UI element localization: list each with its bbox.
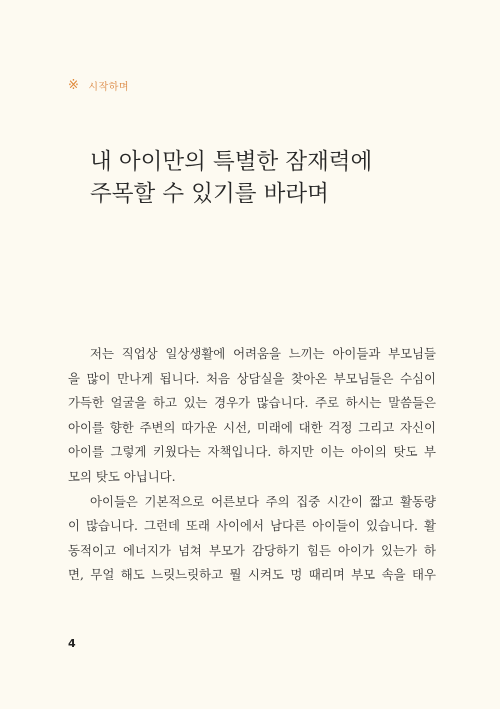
chapter-title-line-2: 주목할 수 있기를 바라며	[90, 181, 329, 207]
body-line: 아이를 그렇게 키웠다는 자책입니다. 하지만 이는 아이의 탓도 부	[68, 444, 436, 460]
body-line: 아이들은 기본적으로 어른보다 주의 집중 시간이 짧고 활동량	[90, 493, 436, 509]
section-label	[68, 78, 129, 93]
body-line: 아이를 향한 주변의 따가운 시선, 미래에 대한 걱정 그리고 자신이	[68, 419, 436, 435]
body-line: 면, 무얼 해도 느릿느릿하고 뭘 시켜도 멍 때리며 부모 속을 태우	[68, 567, 436, 583]
chapter-title	[90, 146, 450, 210]
body-line: 동적이고 에너지가 넘쳐 부모가 감당하기 힘든 아이가 있는가 하	[68, 542, 436, 558]
body-line: 모의 탓도 아닙니다.	[68, 468, 176, 484]
body-text	[68, 342, 436, 588]
page-number: 4	[68, 637, 76, 650]
body-line: 을 많이 만나게 됩니다. 처음 상담실을 찾아온 부모님들은 수심이	[68, 370, 436, 386]
chapter-title-line-1: 내 아이만의 특별한 잠재력에	[90, 149, 373, 175]
body-line: 저는 직업상 일상생활에 어려움을 느끼는 아이들과 부모님들	[90, 346, 436, 361]
body-line: 이 많습니다. 그런데 또래 사이에서 남다른 아이들이 있습니다. 활	[68, 518, 436, 534]
body-line: 가득한 얼굴을 하고 있는 경우가 많습니다. 주로 하시는 말씀들은	[68, 395, 436, 411]
reference-mark-icon: ※	[68, 78, 80, 93]
section-label-text: 시작하며	[88, 82, 130, 93]
